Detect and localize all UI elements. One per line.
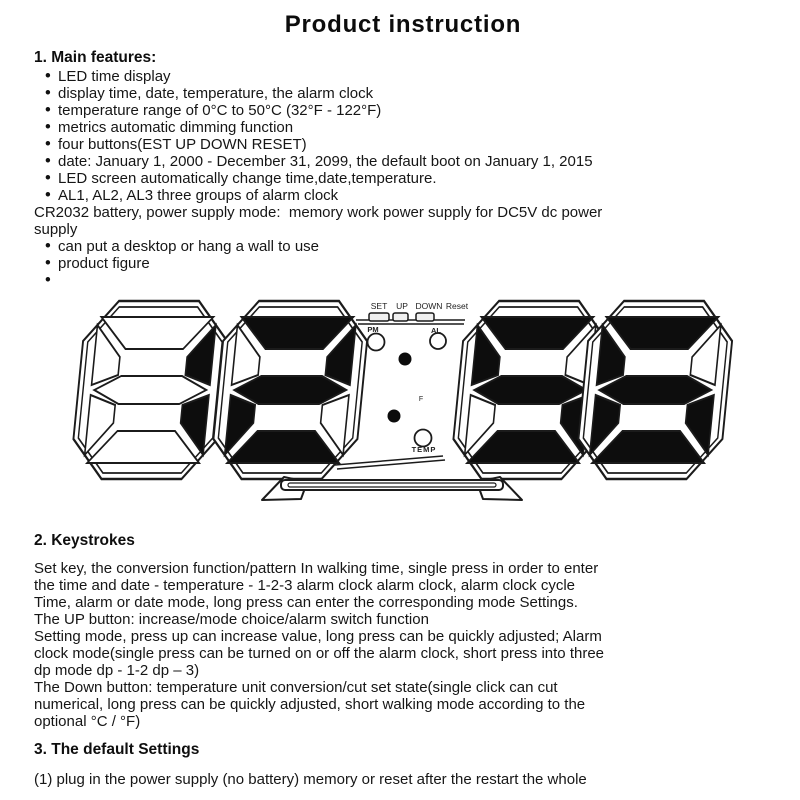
list-item bbox=[34, 238, 772, 255]
up-button bbox=[393, 313, 408, 321]
digit-2-value-2 bbox=[210, 301, 371, 479]
bullet-icon bbox=[45, 187, 58, 204]
list-item-text: AL1, AL2, AL3 three groups of alarm clock bbox=[58, 187, 339, 204]
down-button-label: DOWN bbox=[415, 301, 443, 311]
colon-dot-top bbox=[399, 353, 412, 366]
list-item-text: metrics automatic dimming function bbox=[58, 119, 294, 136]
al-label: AL bbox=[431, 326, 441, 335]
power-supply-note bbox=[34, 204, 772, 238]
bullet-icon bbox=[45, 85, 58, 102]
bullet-icon bbox=[45, 272, 58, 289]
clock-stand bbox=[262, 477, 522, 500]
list-item-text: LED screen automatically change time,date,temperature. bbox=[58, 170, 437, 187]
keystrokes-line: Setting mode, press up can increase value, long press can be quickly adjusted; Alarm bbox=[34, 628, 602, 645]
section-keystrokes-heading: 2. Keystrokes bbox=[34, 532, 135, 549]
features-list-2 bbox=[34, 238, 772, 289]
list-item-text: date: January 1, 2000 - December 31, 2099, the default boot on January 1, 2015 bbox=[58, 153, 593, 170]
keystrokes-line: The Down button: temperature unit conversion/cut set state(single click can cut bbox=[34, 679, 558, 696]
list-item-text: four buttons(EST UP DOWN RESET) bbox=[58, 136, 307, 153]
colon-dot-bottom bbox=[388, 410, 401, 423]
temp-indicator-lamp bbox=[415, 430, 432, 447]
list-item bbox=[34, 153, 772, 170]
keystrokes-text bbox=[34, 560, 772, 730]
bullet-icon bbox=[45, 136, 58, 153]
keystrokes-line: numerical, long press can be quickly adjusted, short walking mode according to the bbox=[34, 696, 586, 713]
keystrokes-line: clock mode(single press can be turned on or off the alarm clock, short press into three bbox=[34, 645, 605, 662]
digit-1-value-1 bbox=[70, 301, 231, 479]
list-item bbox=[34, 68, 772, 85]
list-item bbox=[34, 170, 772, 187]
power-supply-note-line: CR2032 battery, power supply mode: memory work power supply for DC5V dc power bbox=[34, 204, 603, 221]
pm-label: PM bbox=[367, 325, 379, 334]
list-item bbox=[34, 255, 772, 272]
reset-button-label: Reset bbox=[445, 301, 469, 311]
up-button-label: UP bbox=[396, 301, 408, 311]
list-item bbox=[34, 85, 772, 102]
product-figure bbox=[67, 291, 767, 526]
defaults-line: (1) plug in the power supply (no battery) memory or reset after the restart the whole bbox=[34, 771, 587, 788]
down-button bbox=[416, 313, 434, 321]
list-item-text: can put a desktop or hang a wall to use bbox=[58, 238, 320, 255]
keystrokes-line: The UP button: increase/mode choice/alarm switch function bbox=[34, 611, 429, 628]
power-supply-note-line: supply bbox=[34, 221, 78, 238]
bullet-icon bbox=[45, 68, 58, 85]
bullet-icon bbox=[45, 102, 58, 119]
list-item bbox=[34, 187, 772, 204]
list-item-text: product figure bbox=[58, 255, 150, 272]
empty-bullet bbox=[34, 272, 772, 289]
page-title: Product instruction bbox=[284, 11, 522, 38]
pm-indicator-lamp bbox=[368, 334, 385, 351]
bullet-icon bbox=[45, 170, 58, 187]
features-list bbox=[34, 68, 772, 204]
fahrenheit-label: F bbox=[418, 396, 424, 403]
panel-bottom-edge bbox=[335, 456, 443, 465]
seven-segment-digits bbox=[70, 301, 736, 479]
section-defaults-heading: 3. The default Settings bbox=[34, 741, 200, 758]
temp-label: TEMP bbox=[411, 445, 437, 454]
set-button bbox=[369, 313, 389, 321]
bullet-icon bbox=[45, 119, 58, 136]
defaults-text bbox=[34, 771, 772, 788]
keystrokes-line: the time and date - temperature - 1-2-3 alarm clock alarm clock, alarm clock cycle bbox=[34, 577, 576, 594]
section-features-heading: 1. Main features: bbox=[34, 49, 157, 66]
list-item-text: LED time display bbox=[58, 68, 171, 85]
list-item bbox=[34, 119, 772, 136]
bullet-icon bbox=[45, 255, 58, 272]
list-item-text: display time, date, temperature, the alarm clock bbox=[58, 85, 374, 102]
al-indicator-lamp bbox=[430, 333, 446, 349]
set-button-label: SET bbox=[370, 301, 388, 311]
keystrokes-line: Time, alarm or date mode, long press can enter the corresponding mode Settings. bbox=[34, 594, 578, 611]
bullet-icon bbox=[45, 153, 58, 170]
panel-bottom-edge-inner bbox=[337, 460, 445, 469]
led-clock-illustration bbox=[67, 291, 767, 526]
keystrokes-line: dp mode dp - 1-2 dp – 3) bbox=[34, 662, 200, 679]
keystrokes-line: Set key, the conversion function/pattern In walking time, single press in order to enter bbox=[34, 560, 599, 577]
list-item bbox=[34, 102, 772, 119]
list-item-text: temperature range of 0°C to 50°C (32°F - 122°F) bbox=[58, 102, 382, 119]
digit-4-value-6 bbox=[575, 301, 736, 479]
bullet-icon bbox=[45, 238, 58, 255]
keystrokes-line: optional °C / °F) bbox=[34, 713, 141, 730]
stand-bar bbox=[281, 480, 503, 490]
list-item bbox=[34, 136, 772, 153]
